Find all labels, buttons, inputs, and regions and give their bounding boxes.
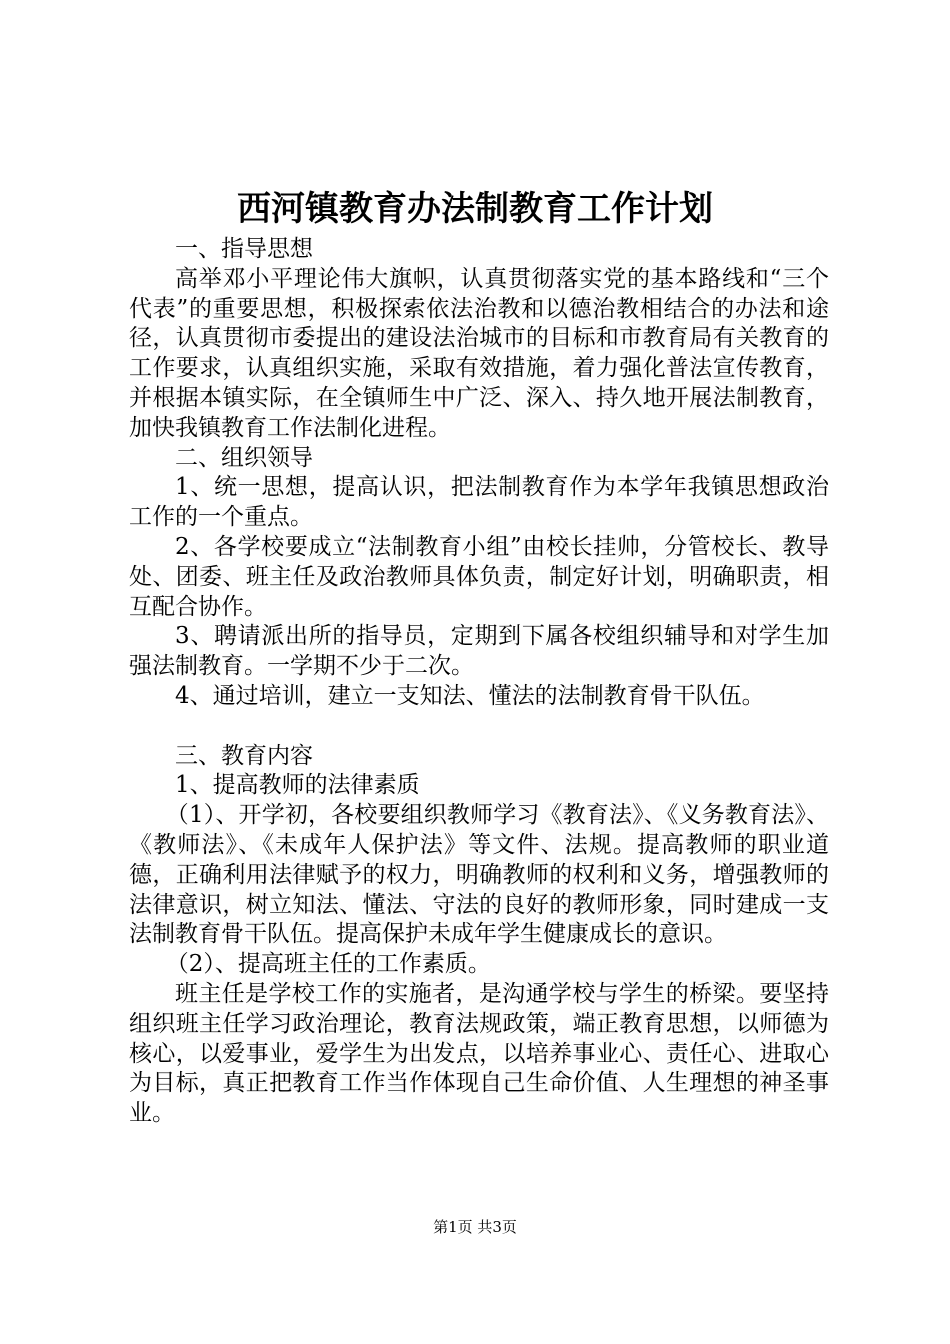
paragraph-head-teacher: 班主任是学校工作的实施者，是沟通学校与学生的桥梁。要坚持组织班主任学习政治理论，教育法规政策，端正教育思想，以师德为核心，以爱事业，爱学生为出发点，以培养事业心、责任心、进取心为目标，真正把教育工作当作体现自己生命价值、人生理想的神圣事业。	[129, 980, 829, 1127]
paragraph-guiding-ideology: 高举邓小平理论伟大旗帜，认真贯彻落实党的基本路线和“三个代表”的重要思想，积极探索依法治教和以德治教相结合的办法和途径，认真贯彻市委提出的建设法治城市的目标和市教育局有关教育的工作要求，认真组织实施，采取有效措施，着力强化普法宣传教育，并根据本镇实际，在全镇师生中广泛、深入、持久地开展法制教育，加快我镇教育工作法制化进程。	[129, 265, 829, 441]
document-body	[129, 235, 829, 1129]
section-heading-organization: 二、组织领导	[175, 444, 313, 471]
paragraph-organization-1: 1、统一思想，提高认识，把法制教育作为本学年我镇思想政治工作的一个重点。	[129, 474, 829, 531]
blank-line	[129, 712, 829, 742]
paragraph-organization-4: 4、通过培训，建立一支知法、懂法的法制教育骨干队伍。	[175, 682, 765, 709]
section-heading-education-content: 三、教育内容	[175, 742, 313, 769]
document-title: 西河镇教育办法制教育工作计划	[237, 189, 713, 229]
paragraph-organization-2: 2、各学校要成立“法制教育小组”由校长挂帅，分管校长、教导处、团委、班主任及政治教师具体负责，制定好计划，明确职责，相互配合协作。	[129, 533, 829, 620]
page-footer: 第1页 共3页	[433, 1218, 517, 1236]
subheading-head-teacher-quality: （2）、提高班主任的工作素质。	[165, 951, 491, 978]
paragraph-teacher-study: （1）、开学初，各校要组织教师学习《教育法》、《义务教育法》、《教师法》、《未成年人保护法》等文件、法规。提高教师的职业道德，正确利用法律赋予的权力，明确教师的权利和义务，增强教师的法律意识，树立知法、懂法、守法的良好的教师形象，同时建成一支法制教育骨干队伍。提高保护未成年学生健康成长的意识。	[129, 802, 829, 948]
subheading-teacher-legal-quality: 1、提高教师的法律素质	[175, 772, 420, 799]
section-heading-guiding-ideology: 一、指导思想	[175, 236, 313, 262]
paragraph-organization-3: 3、聘请派出所的指导员，定期到下属各校组织辅导和对学生加强法制教育。一学期不少于二次。	[129, 623, 829, 680]
